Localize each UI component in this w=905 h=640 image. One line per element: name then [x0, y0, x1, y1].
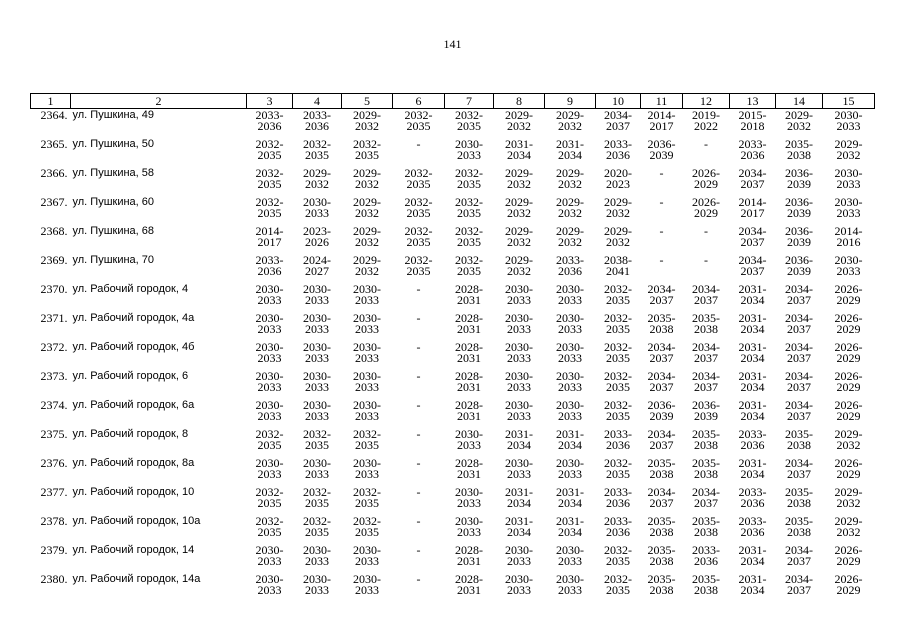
period-cell: 2031- 2034: [505, 485, 533, 510]
period-cell: 2031- 2034: [505, 514, 533, 539]
column-header: 13: [730, 94, 776, 109]
address-cell: ул. Пушкина, 70: [72, 254, 155, 266]
period-cell: 2032- 2035: [353, 137, 381, 162]
row-number: 2380.: [40, 572, 68, 586]
period-cell: 2034- 2037: [647, 282, 676, 307]
period-cell: 2030- 2033: [303, 311, 331, 336]
row-number: 2372.: [40, 340, 68, 354]
period-cell: 2029- 2032: [505, 195, 533, 220]
period-cell: -: [704, 137, 708, 151]
row-number: 2365.: [40, 137, 68, 151]
period-cell: 2029- 2032: [353, 224, 381, 249]
period-cell: 2029- 2032: [353, 166, 381, 191]
period-cell: 2030- 2033: [455, 427, 483, 452]
period-cell: 2030- 2033: [255, 369, 284, 394]
table-row: [31, 254, 875, 283]
period-cell: 2014- 2017: [738, 195, 767, 220]
period-cell: 2026- 2029: [834, 456, 863, 481]
period-cell: 2031- 2034: [738, 311, 767, 336]
period-cell: 2032- 2035: [303, 137, 331, 162]
period-cell: 2035- 2038: [692, 514, 720, 539]
period-cell: 2035- 2038: [692, 311, 720, 336]
address-cell: ул. Рабочий городок, 4б: [72, 341, 195, 353]
period-cell: 2032- 2035: [604, 311, 632, 336]
period-cell: 2032- 2035: [455, 108, 483, 133]
period-cell: 2032- 2035: [455, 224, 483, 249]
period-cell: 2031- 2034: [556, 485, 584, 510]
period-cell: 2033- 2036: [255, 108, 284, 133]
period-cell: 2030- 2033: [505, 572, 533, 597]
period-cell: 2035- 2038: [785, 485, 813, 510]
period-cell: 2030- 2033: [505, 340, 533, 365]
column-header: 10: [596, 94, 641, 109]
period-cell: 2032- 2035: [255, 427, 284, 452]
period-cell: 2019- 2022: [692, 108, 720, 133]
period-cell: 2033- 2036: [692, 543, 720, 568]
table-row: [31, 341, 875, 370]
period-cell: 2030- 2033: [353, 398, 381, 423]
row-number: 2373.: [40, 369, 68, 383]
period-cell: -: [416, 398, 421, 412]
period-cell: 2034- 2037: [647, 485, 676, 510]
row-number: 2367.: [40, 195, 68, 209]
period-cell: 2030- 2033: [455, 514, 483, 539]
period-cell: 2024- 2027: [303, 253, 331, 278]
period-cell: 2033- 2036: [738, 427, 767, 452]
column-header: 2: [71, 94, 247, 109]
period-cell: 2031- 2034: [556, 514, 584, 539]
period-cell: 2033- 2036: [604, 514, 632, 539]
period-cell: 2029- 2032: [505, 166, 533, 191]
period-cell: -: [659, 253, 664, 267]
period-cell: 2030- 2033: [255, 282, 284, 307]
period-cell: 2030- 2033: [556, 543, 584, 568]
period-cell: 2029- 2032: [303, 166, 331, 191]
period-cell: 2032- 2035: [455, 253, 483, 278]
period-cell: 2029- 2032: [556, 224, 584, 249]
period-cell: -: [416, 543, 421, 557]
period-cell: 2030- 2033: [255, 340, 284, 365]
address-cell: ул. Пушкина, 68: [72, 225, 155, 237]
period-cell: 2032- 2035: [404, 224, 433, 249]
period-cell: 2034- 2037: [692, 340, 720, 365]
period-cell: 2032- 2035: [604, 456, 632, 481]
table-row: [31, 138, 875, 167]
table-row: [31, 312, 875, 341]
period-cell: -: [659, 224, 664, 238]
period-cell: 2031- 2034: [505, 427, 533, 452]
period-cell: 2030- 2033: [353, 572, 381, 597]
period-cell: 2035- 2038: [647, 311, 676, 336]
period-cell: 2028- 2031: [455, 311, 483, 336]
period-cell: 2020- 2023: [604, 166, 632, 191]
period-cell: 2035- 2038: [647, 456, 676, 481]
period-cell: 2032- 2035: [255, 166, 284, 191]
period-cell: 2033- 2036: [604, 137, 632, 162]
period-cell: 2030- 2033: [505, 456, 533, 481]
period-cell: 2032- 2035: [255, 137, 284, 162]
period-cell: -: [416, 369, 421, 383]
period-cell: 2014- 2017: [255, 224, 284, 249]
period-cell: 2028- 2031: [455, 282, 483, 307]
address-cell: ул. Рабочий городок, 6: [72, 370, 189, 382]
period-cell: 2014- 2017: [647, 108, 676, 133]
period-cell: 2030- 2033: [255, 311, 284, 336]
period-cell: 2030- 2033: [455, 137, 483, 162]
period-cell: 2035- 2038: [647, 514, 676, 539]
column-header: 3: [247, 94, 293, 109]
row-number: 2374.: [40, 398, 68, 412]
period-cell: 2033- 2036: [255, 253, 284, 278]
period-cell: 2036- 2039: [785, 253, 813, 278]
period-cell: 2034- 2037: [647, 369, 676, 394]
period-cell: 2028- 2031: [455, 572, 483, 597]
period-cell: -: [659, 166, 664, 180]
period-cell: -: [659, 195, 664, 209]
period-cell: 2028- 2031: [455, 398, 483, 423]
period-cell: 2029- 2032: [604, 224, 632, 249]
period-cell: 2031- 2034: [738, 543, 767, 568]
period-cell: 2026- 2029: [834, 282, 863, 307]
period-cell: 2036- 2039: [647, 137, 676, 162]
period-cell: 2031- 2034: [738, 282, 767, 307]
period-cell: 2034- 2037: [647, 340, 676, 365]
column-header: 1: [31, 94, 71, 109]
period-cell: 2023- 2026: [303, 224, 331, 249]
period-cell: 2036- 2039: [692, 398, 720, 423]
period-cell: 2036- 2039: [785, 195, 813, 220]
period-cell: 2026- 2029: [834, 398, 863, 423]
column-header: 4: [293, 94, 342, 109]
row-number: 2364.: [40, 108, 68, 122]
period-cell: 2030- 2033: [505, 398, 533, 423]
period-cell: 2026- 2029: [834, 543, 863, 568]
period-cell: 2032- 2035: [455, 195, 483, 220]
period-cell: 2032- 2035: [303, 427, 331, 452]
period-cell: 2026- 2029: [834, 311, 863, 336]
address-cell: ул. Рабочий городок, 8а: [72, 457, 195, 469]
row-number: 2378.: [40, 514, 68, 528]
period-cell: 2032- 2035: [604, 340, 632, 365]
period-cell: 2030- 2033: [505, 543, 533, 568]
period-cell: -: [416, 427, 421, 441]
column-header: 9: [545, 94, 596, 109]
row-number: 2368.: [40, 224, 68, 238]
period-cell: 2029- 2032: [505, 224, 533, 249]
period-cell: 2030- 2033: [353, 456, 381, 481]
period-cell: -: [416, 485, 421, 499]
period-cell: 2034- 2037: [785, 572, 813, 597]
schedule-table: [30, 93, 875, 602]
period-cell: 2032- 2035: [303, 485, 331, 510]
period-cell: -: [416, 137, 421, 151]
period-cell: 2034- 2037: [738, 253, 767, 278]
address-cell: ул. Рабочий городок, 14а: [72, 573, 201, 585]
period-cell: 2030- 2033: [255, 456, 284, 481]
period-cell: 2034- 2037: [738, 224, 767, 249]
period-cell: 2030- 2033: [556, 398, 584, 423]
table-row: [31, 428, 875, 457]
period-cell: 2032- 2035: [353, 485, 381, 510]
period-cell: 2035- 2038: [785, 137, 813, 162]
period-cell: 2030- 2033: [303, 369, 331, 394]
period-cell: 2030- 2033: [556, 369, 584, 394]
period-cell: 2032- 2035: [604, 282, 632, 307]
address-cell: ул. Пушкина, 50: [72, 138, 155, 150]
period-cell: 2029- 2032: [834, 485, 863, 510]
address-cell: ул. Рабочий городок, 4: [72, 283, 189, 295]
column-header: 5: [342, 94, 393, 109]
period-cell: 2029- 2032: [556, 166, 584, 191]
period-cell: 2030- 2033: [505, 282, 533, 307]
period-cell: 2034- 2037: [785, 282, 813, 307]
row-number: 2371.: [40, 311, 68, 325]
address-cell: ул. Рабочий городок, 10: [72, 486, 195, 498]
period-cell: 2030- 2033: [353, 369, 381, 394]
row-number: 2375.: [40, 427, 68, 441]
period-cell: 2035- 2038: [692, 456, 720, 481]
period-cell: 2034- 2037: [785, 456, 813, 481]
period-cell: 2026- 2029: [834, 572, 863, 597]
period-cell: 2030- 2033: [556, 282, 584, 307]
period-cell: -: [416, 572, 421, 586]
period-cell: 2028- 2031: [455, 340, 483, 365]
period-cell: 2030- 2033: [353, 311, 381, 336]
period-cell: 2033- 2036: [738, 514, 767, 539]
period-cell: 2032- 2035: [604, 398, 632, 423]
period-cell: 2030- 2033: [455, 485, 483, 510]
period-cell: 2033- 2036: [303, 108, 331, 133]
period-cell: 2033- 2036: [738, 137, 767, 162]
column-header: 11: [641, 94, 683, 109]
period-cell: 2034- 2037: [785, 340, 813, 365]
period-cell: 2031- 2034: [556, 427, 584, 452]
period-cell: 2032- 2035: [353, 514, 381, 539]
period-cell: 2032- 2035: [404, 253, 433, 278]
period-cell: 2030- 2033: [556, 572, 584, 597]
period-cell: 2038- 2041: [604, 253, 632, 278]
period-cell: 2031- 2034: [738, 456, 767, 481]
period-cell: 2029- 2032: [505, 253, 533, 278]
period-cell: 2034- 2037: [785, 543, 813, 568]
period-cell: 2035- 2038: [647, 543, 676, 568]
period-cell: 2029- 2032: [834, 137, 863, 162]
period-cell: 2032- 2035: [604, 543, 632, 568]
period-cell: 2032- 2035: [455, 166, 483, 191]
period-cell: 2029- 2032: [785, 108, 813, 133]
period-cell: 2030- 2033: [303, 456, 331, 481]
row-number: 2379.: [40, 543, 68, 557]
column-header: 15: [823, 94, 875, 109]
address-cell: ул. Пушкина, 60: [72, 196, 155, 208]
period-cell: 2031- 2034: [738, 369, 767, 394]
period-cell: 2035- 2038: [785, 427, 813, 452]
period-cell: 2031- 2034: [556, 137, 584, 162]
period-cell: 2033- 2036: [738, 485, 767, 510]
period-cell: 2034- 2037: [785, 398, 813, 423]
period-cell: 2032- 2035: [404, 108, 433, 133]
period-cell: 2030- 2033: [505, 311, 533, 336]
period-cell: 2033- 2036: [604, 427, 632, 452]
period-cell: 2030- 2033: [255, 543, 284, 568]
row-number: 2376.: [40, 456, 68, 470]
page-number: 141: [443, 37, 462, 51]
period-cell: 2032- 2035: [303, 514, 331, 539]
period-cell: 2029- 2032: [353, 195, 381, 220]
period-cell: 2030- 2033: [303, 195, 331, 220]
column-header: 12: [683, 94, 730, 109]
period-cell: 2015- 2018: [738, 108, 767, 133]
period-cell: 2028- 2031: [455, 543, 483, 568]
table-row: [31, 457, 875, 486]
period-cell: 2032- 2035: [604, 369, 632, 394]
period-cell: 2026- 2029: [692, 166, 720, 191]
period-cell: 2030- 2033: [834, 108, 863, 133]
row-number: 2369.: [40, 253, 68, 267]
period-cell: 2034- 2037: [692, 282, 720, 307]
period-cell: 2030- 2033: [834, 253, 863, 278]
period-cell: 2030- 2033: [556, 340, 584, 365]
period-cell: 2029- 2032: [353, 108, 381, 133]
period-cell: 2029- 2032: [505, 108, 533, 133]
table-row: [31, 486, 875, 515]
period-cell: 2035- 2038: [785, 514, 813, 539]
period-cell: 2036- 2039: [785, 166, 813, 191]
period-cell: -: [704, 224, 708, 238]
period-cell: 2030- 2033: [505, 369, 533, 394]
period-cell: -: [704, 253, 708, 267]
period-cell: 2036- 2039: [785, 224, 813, 249]
table-row: [31, 167, 875, 196]
period-cell: 2029- 2032: [556, 195, 584, 220]
period-cell: 2026- 2029: [834, 340, 863, 365]
period-cell: -: [416, 456, 421, 470]
table-row: [31, 370, 875, 399]
period-cell: 2030- 2033: [255, 398, 284, 423]
address-cell: ул. Рабочий городок, 14: [72, 544, 195, 556]
period-cell: 2034- 2037: [692, 369, 720, 394]
period-cell: 2030- 2033: [303, 340, 331, 365]
period-cell: 2029- 2032: [353, 253, 381, 278]
period-cell: 2030- 2033: [834, 166, 863, 191]
column-header: 6: [393, 94, 445, 109]
period-cell: 2032- 2035: [255, 514, 284, 539]
period-cell: 2030- 2033: [353, 282, 381, 307]
table-row: [31, 196, 875, 225]
period-cell: -: [416, 311, 421, 325]
address-cell: ул. Пушкина, 49: [72, 109, 155, 121]
period-cell: 2031- 2034: [738, 340, 767, 365]
column-header: 7: [445, 94, 494, 109]
period-cell: 2030- 2033: [303, 543, 331, 568]
period-cell: 2026- 2029: [834, 369, 863, 394]
period-cell: 2029- 2032: [556, 108, 584, 133]
period-cell: 2032- 2035: [404, 195, 433, 220]
address-cell: ул. Рабочий городок, 10а: [72, 515, 201, 527]
period-cell: 2032- 2035: [404, 166, 433, 191]
period-cell: 2026- 2029: [692, 195, 720, 220]
address-cell: ул. Рабочий городок, 4а: [72, 312, 195, 324]
table-row: [31, 544, 875, 573]
period-cell: 2030- 2033: [556, 311, 584, 336]
period-cell: 2032- 2035: [604, 572, 632, 597]
period-cell: 2034- 2037: [785, 369, 813, 394]
table-row: [31, 283, 875, 312]
period-cell: 2031- 2034: [738, 398, 767, 423]
table-row: [31, 573, 875, 602]
table-row: [31, 399, 875, 428]
period-cell: 2030- 2033: [834, 195, 863, 220]
period-cell: 2028- 2031: [455, 456, 483, 481]
period-cell: -: [416, 514, 421, 528]
table-row: [31, 109, 875, 139]
row-number: 2366.: [40, 166, 68, 180]
header-row: [31, 94, 875, 109]
period-cell: 2029- 2032: [604, 195, 632, 220]
period-cell: 2034- 2037: [647, 427, 676, 452]
period-cell: 2034- 2037: [785, 311, 813, 336]
row-number: 2377.: [40, 485, 68, 499]
period-cell: 2035- 2038: [647, 572, 676, 597]
period-cell: 2034- 2037: [692, 485, 720, 510]
period-cell: -: [416, 340, 421, 354]
period-cell: 2033- 2036: [556, 253, 584, 278]
table-row: [31, 515, 875, 544]
period-cell: 2030- 2033: [303, 572, 331, 597]
period-cell: 2031- 2034: [738, 572, 767, 597]
period-cell: 2029- 2032: [834, 514, 863, 539]
address-cell: ул. Пушкина, 58: [72, 167, 155, 179]
column-header: 14: [776, 94, 823, 109]
period-cell: 2014- 2016: [834, 224, 863, 249]
period-cell: 2030- 2033: [556, 456, 584, 481]
period-cell: 2030- 2033: [353, 543, 381, 568]
period-cell: 2034- 2037: [738, 166, 767, 191]
period-cell: 2032- 2035: [353, 427, 381, 452]
period-cell: -: [416, 282, 421, 296]
period-cell: 2030- 2033: [303, 282, 331, 307]
period-cell: 2031- 2034: [505, 137, 533, 162]
period-cell: 2028- 2031: [455, 369, 483, 394]
row-number: 2370.: [40, 282, 68, 296]
period-cell: 2030- 2033: [353, 340, 381, 365]
period-cell: 2029- 2032: [834, 427, 863, 452]
period-cell: 2032- 2035: [255, 195, 284, 220]
period-cell: 2032- 2035: [255, 485, 284, 510]
period-cell: 2034- 2037: [604, 108, 632, 133]
period-cell: 2030- 2033: [303, 398, 331, 423]
column-header: 8: [494, 94, 545, 109]
period-cell: 2036- 2039: [647, 398, 676, 423]
address-cell: ул. Рабочий городок, 6а: [72, 399, 195, 411]
period-cell: 2035- 2038: [692, 427, 720, 452]
period-cell: 2033- 2036: [604, 485, 632, 510]
period-cell: 2035- 2038: [692, 572, 720, 597]
address-cell: ул. Рабочий городок, 8: [72, 428, 189, 440]
period-cell: 2030- 2033: [255, 572, 284, 597]
table-row: [31, 225, 875, 254]
